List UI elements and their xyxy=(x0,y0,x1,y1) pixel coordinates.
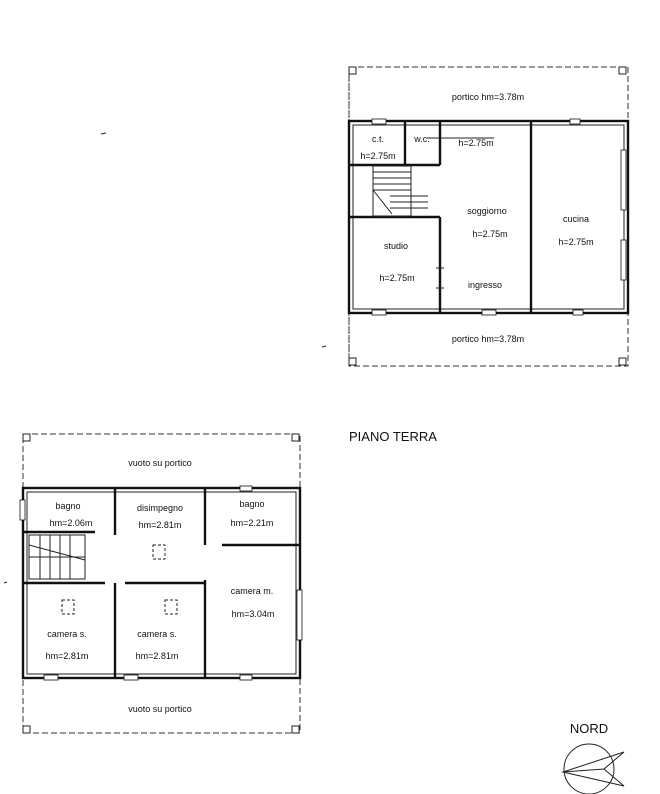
compass-arrow-icon xyxy=(563,752,624,786)
porch-post xyxy=(349,358,356,365)
column-marker xyxy=(153,545,165,559)
porch-post xyxy=(292,726,299,733)
void-top-label: vuoto su portico xyxy=(128,458,192,468)
room-bagno-left-name: bagno xyxy=(55,501,81,511)
porch-post xyxy=(619,67,626,74)
room-ingresso-name: ingresso xyxy=(467,280,503,290)
room-soggiorno-name: soggiorno xyxy=(467,206,507,216)
first-floor-staircase xyxy=(29,535,85,579)
room-bagno-right-height: hm=2.21m xyxy=(230,518,274,528)
room-studio-name: studio xyxy=(383,241,409,251)
room-ct-name: c.t. xyxy=(371,134,385,144)
porch-post xyxy=(292,434,299,441)
room-camera-m-name: camera m. xyxy=(230,586,274,596)
room-camera-m-height: hm=3.04m xyxy=(231,609,275,619)
plan-title: PIANO TERRA xyxy=(349,429,437,444)
room-wc-name: w.c. xyxy=(414,134,430,144)
porch-top-label: portico hm=3.78m xyxy=(451,92,525,102)
room-studio-height: h=2.75m xyxy=(379,273,415,283)
room-camera-s-mid-height: hm=2.81m xyxy=(135,651,179,661)
column-marker xyxy=(165,600,177,614)
void-bottom-label: vuoto su portico xyxy=(128,704,192,714)
porch-post xyxy=(349,67,356,74)
column-marker xyxy=(62,600,74,614)
room-wc-height: h=2.75m xyxy=(458,138,494,148)
room-camera-s-mid-name: camera s. xyxy=(137,629,177,639)
first-floor-plan xyxy=(20,434,302,733)
room-bagno-left-height: hm=2.06m xyxy=(49,518,93,528)
room-bagno-right-name: bagno xyxy=(239,499,265,509)
porch-post xyxy=(619,358,626,365)
ground-floor-plan xyxy=(349,67,628,366)
north-label: NORD xyxy=(569,721,609,736)
room-camera-s-left-height: hm=2.81m xyxy=(45,651,89,661)
room-disimpegno-height: hm=2.81m xyxy=(138,520,182,530)
room-camera-s-left-name: camera s. xyxy=(47,629,87,639)
room-ct-height: h=2.75m xyxy=(360,151,396,161)
porch-post xyxy=(23,726,30,733)
room-cucina-name: cucina xyxy=(562,214,590,224)
north-arrow xyxy=(563,721,624,794)
room-disimpegno-name: disimpegno xyxy=(136,503,184,513)
room-cucina-height: h=2.75m xyxy=(558,237,594,247)
porch-bottom-label: portico hm=3.78m xyxy=(451,334,525,344)
room-soggiorno-height: h=2.75m xyxy=(472,229,508,239)
ground-floor-staircase xyxy=(373,166,428,216)
porch-post xyxy=(23,434,30,441)
